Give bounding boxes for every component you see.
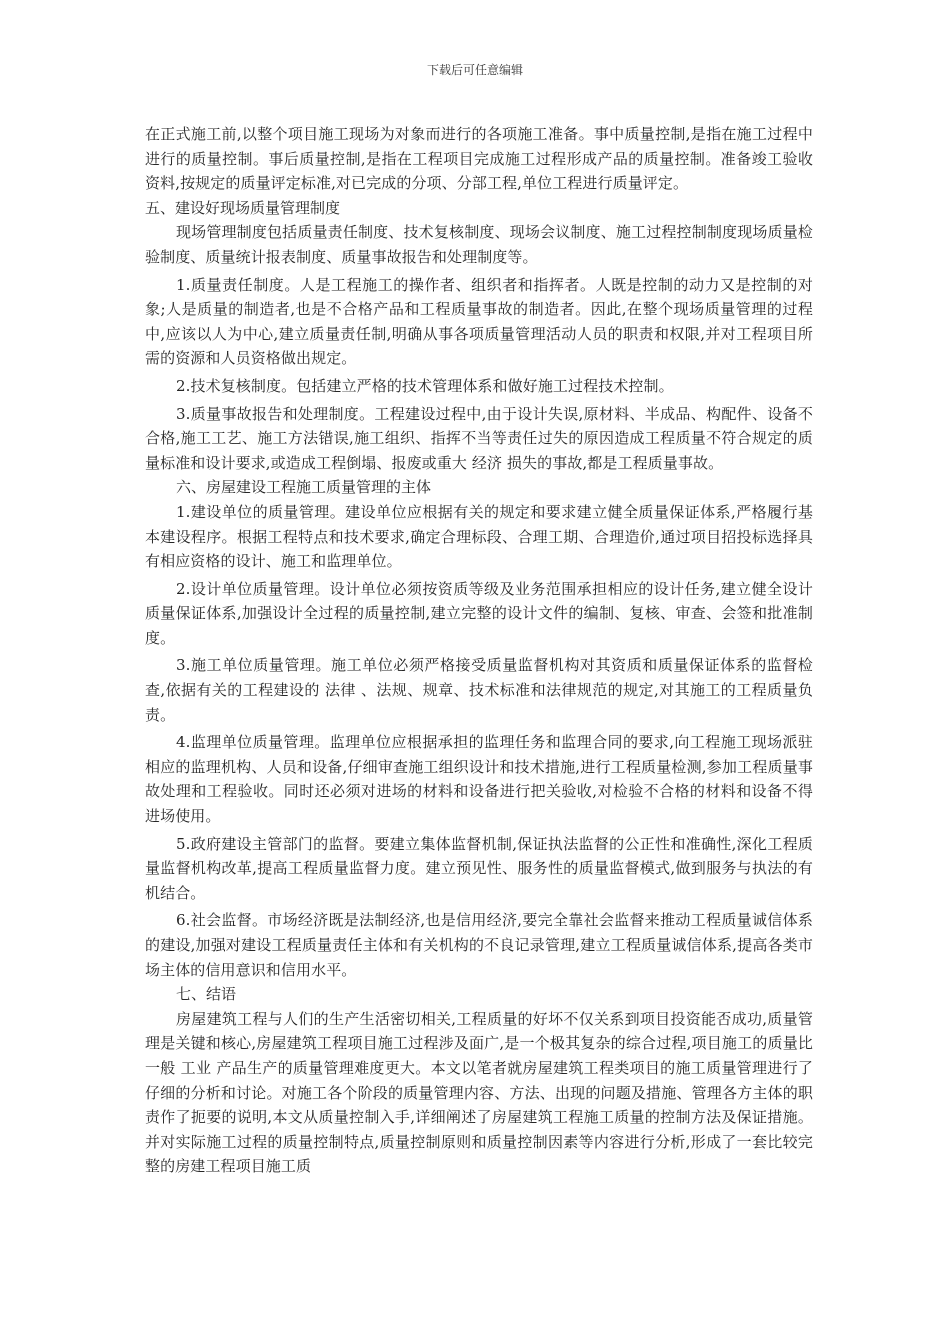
paragraph-6-5: 5.政府建设主管部门的监督。要建立集体监督机制,保证执法监督的公正性和准确性,深化工程质量监督机构改革,提高工程质量监督力度。建立预见性、服务性的质量监督模式,做到服务与执法的有机结合。 — [145, 834, 813, 902]
section-heading-5: 五、建设好现场质量管理制度 — [145, 198, 341, 217]
paragraph-5-3: 3.质量事故报告和处理制度。工程建设过程中,由于设计失误,原材料、半成品、构配件、设备不合格,施工工艺、施工方法错误,施工组织、指挥不当等责任过失的原因造成工程质量不符合规定的质量标准和设计要求,或造成工程倒塌、报废或重大 经济 损失的事故,都是工程质量事故。 — [145, 404, 813, 472]
section-heading-6: 六、房屋建设工程施工质量管理的主体 — [176, 478, 432, 497]
paragraph-intro: 在正式施工前,以整个项目施工现场为对象而进行的各项施工准备。事中质量控制,是指在施工过程中进行的质量控制。事后质量控制,是指在工程项目完成施工过程形成产品的质量控制。准备竣工验收资料,按规定的质量评定标准,对已完成的分项、分部工程,单位工程进行质量评定。 — [145, 125, 813, 193]
paragraph-6-6: 6.社会监督。市场经济既是法制经济,也是信用经济,要完全靠社会监督来推动工程质量诚信体系的建设,加强对建设工程质量责任主体和有关机构的不良记录管理,建立工程质量诚信体系,提高各类市场主体的信用意识和信用水平。 — [145, 911, 813, 979]
paragraph-5-2: 2.技术复核制度。包括建立严格的技术管理体系和做好施工过程技术控制。 — [176, 376, 674, 395]
paragraph-7-1: 房屋建筑工程与人们的生产生活密切相关,工程质量的好坏不仅关系到项目投资能否成功,质量管理是关键和核心,房屋建筑工程项目施工过程涉及面广,是一个极其复杂的综合过程,项目施工的质量比一般 工业 产品生产的质量管理难度更大。本文以笔者就房屋建筑工程类项目的施工质量管理进行了仔细的分析和讨论。对施工各个阶段的质量管理内容、方法、出现的问题及措施、管理各方主体的职责作了扼要的说明,本文从质量控制入手,详细阐述了房屋建筑工程施工质量的控制方法及保证措施。并对实际施工过程的质量控制特点,质量控制原则和质量控制因素等内容进行分析,形成了一套比较完整的房建工程项目施工质 — [145, 1009, 813, 1176]
page-header: 下载后可任意编辑 — [426, 63, 523, 77]
paragraph-5-1: 1.质量责任制度。人是工程施工的操作者、组织者和指挥者。人既是控制的动力又是控制的对象;人是质量的制造者,也是不合格产品和工程质量事故的制造者。因此,在整个现场质量管理的过程中,应该以人为中心,建立质量责任制,明确从事各项质量管理活动人员的职责和权限,并对工程项目所需的资源和人员资格做出规定。 — [145, 275, 813, 368]
paragraph-6-4: 4.监理单位质量管理。监理单位应根据承担的监理任务和监理合同的要求,向工程施工现场派驻相应的监理机构、人员和设备,仔细审查施工组织设计和技术措施,进行工程质量检测,参加工程质量事故处理和工程验收。同时还必须对进场的材料和设备进行把关验收,对检验不合格的材料和设备不得进场使用。 — [145, 733, 813, 826]
paragraph-6-3: 3.施工单位质量管理。施工单位必须严格接受质量监督机构对其资质和质量保证体系的监督检查,依据有关的工程建设的 法律 、法规、规章、技术标准和法律规范的规定,对其施工的工程质量负责。 — [145, 656, 813, 724]
paragraph-6-1: 1.建设单位的质量管理。建设单位应根据有关的规定和要求建立健全质量保证体系,严格履行基本建设程序。根据工程特点和技术要求,确定合理标段、合理工期、合理造价,通过项目招投标选择具有相应资格的设计、施工和监理单位。 — [145, 502, 813, 571]
document-body — [145, 122, 813, 1179]
paragraph-6-2: 2.设计单位质量管理。设计单位必须按资质等级及业务范围承担相应的设计任务,建立健全设计质量保证体系,加强设计全过程的质量控制,建立完整的设计文件的编制、复核、审查、会签和批准制度。 — [145, 579, 813, 647]
paragraph-5-0: 现场管理制度包括质量责任制度、技术复核制度、现场会议制度、施工过程控制制度现场质量检验制度、质量统计报表制度、质量事故报告和处理制度等。 — [145, 223, 813, 266]
section-heading-7: 七、结语 — [176, 985, 237, 1004]
